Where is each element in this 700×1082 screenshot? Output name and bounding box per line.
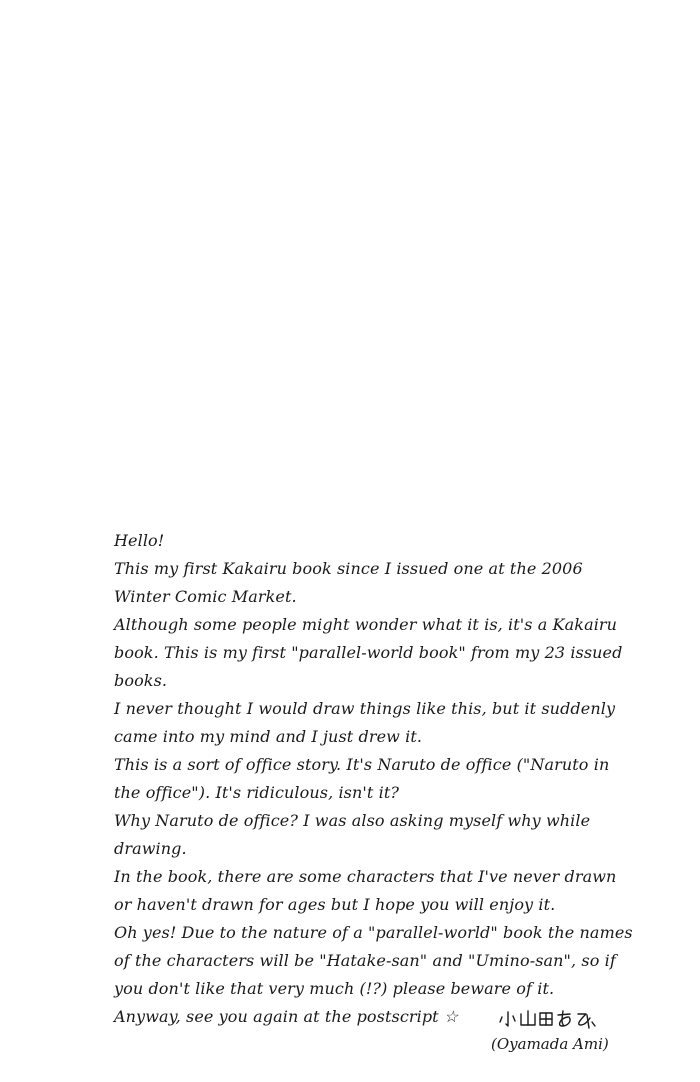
note-line: drawing. [114,839,187,858]
note-line: Anyway, see you again at the postscript ☆ [114,1007,459,1026]
note-line: In the book, there are some characters that I've never drawn [114,867,617,886]
note-line: Although some people might wonder what it is, it's a Kakairu [114,615,618,634]
author-note [114,527,633,1031]
note-line: or haven't drawn for ages but I hope you will enjoy it. [114,895,556,914]
author-name-romanized: (Oyamada Ami) [491,1035,609,1053]
note-line: Oh yes! Due to the nature of a "parallel-world" book the names [114,923,633,942]
note-line: book. This is my first "parallel-world book" from my 23 issued [114,643,623,662]
author-signature [496,1004,616,1034]
signature-drawing [496,1004,616,1034]
note-line: Hello! [114,531,165,550]
note-line: came into my mind and I just drew it. [114,727,423,746]
note-line: Why Naruto de office? I was also asking myself why while [114,811,591,830]
note-line: I never thought I would draw things like this, but it suddenly [114,699,616,718]
note-line: Winter Comic Market. [114,587,297,606]
note-line: of the characters will be "Hatake-san" and "Umino-san", so if [114,951,616,970]
note-line: you don't like that very much (!?) please beware of it. [114,979,555,998]
note-line: books. [114,671,168,690]
note-line: This is a sort of office story. It's Naruto de office ("Naruto in [114,755,610,774]
note-line: the office"). It's ridiculous, isn't it? [114,783,400,802]
note-line: This my first Kakairu book since I issued one at the 2006 [114,559,583,578]
